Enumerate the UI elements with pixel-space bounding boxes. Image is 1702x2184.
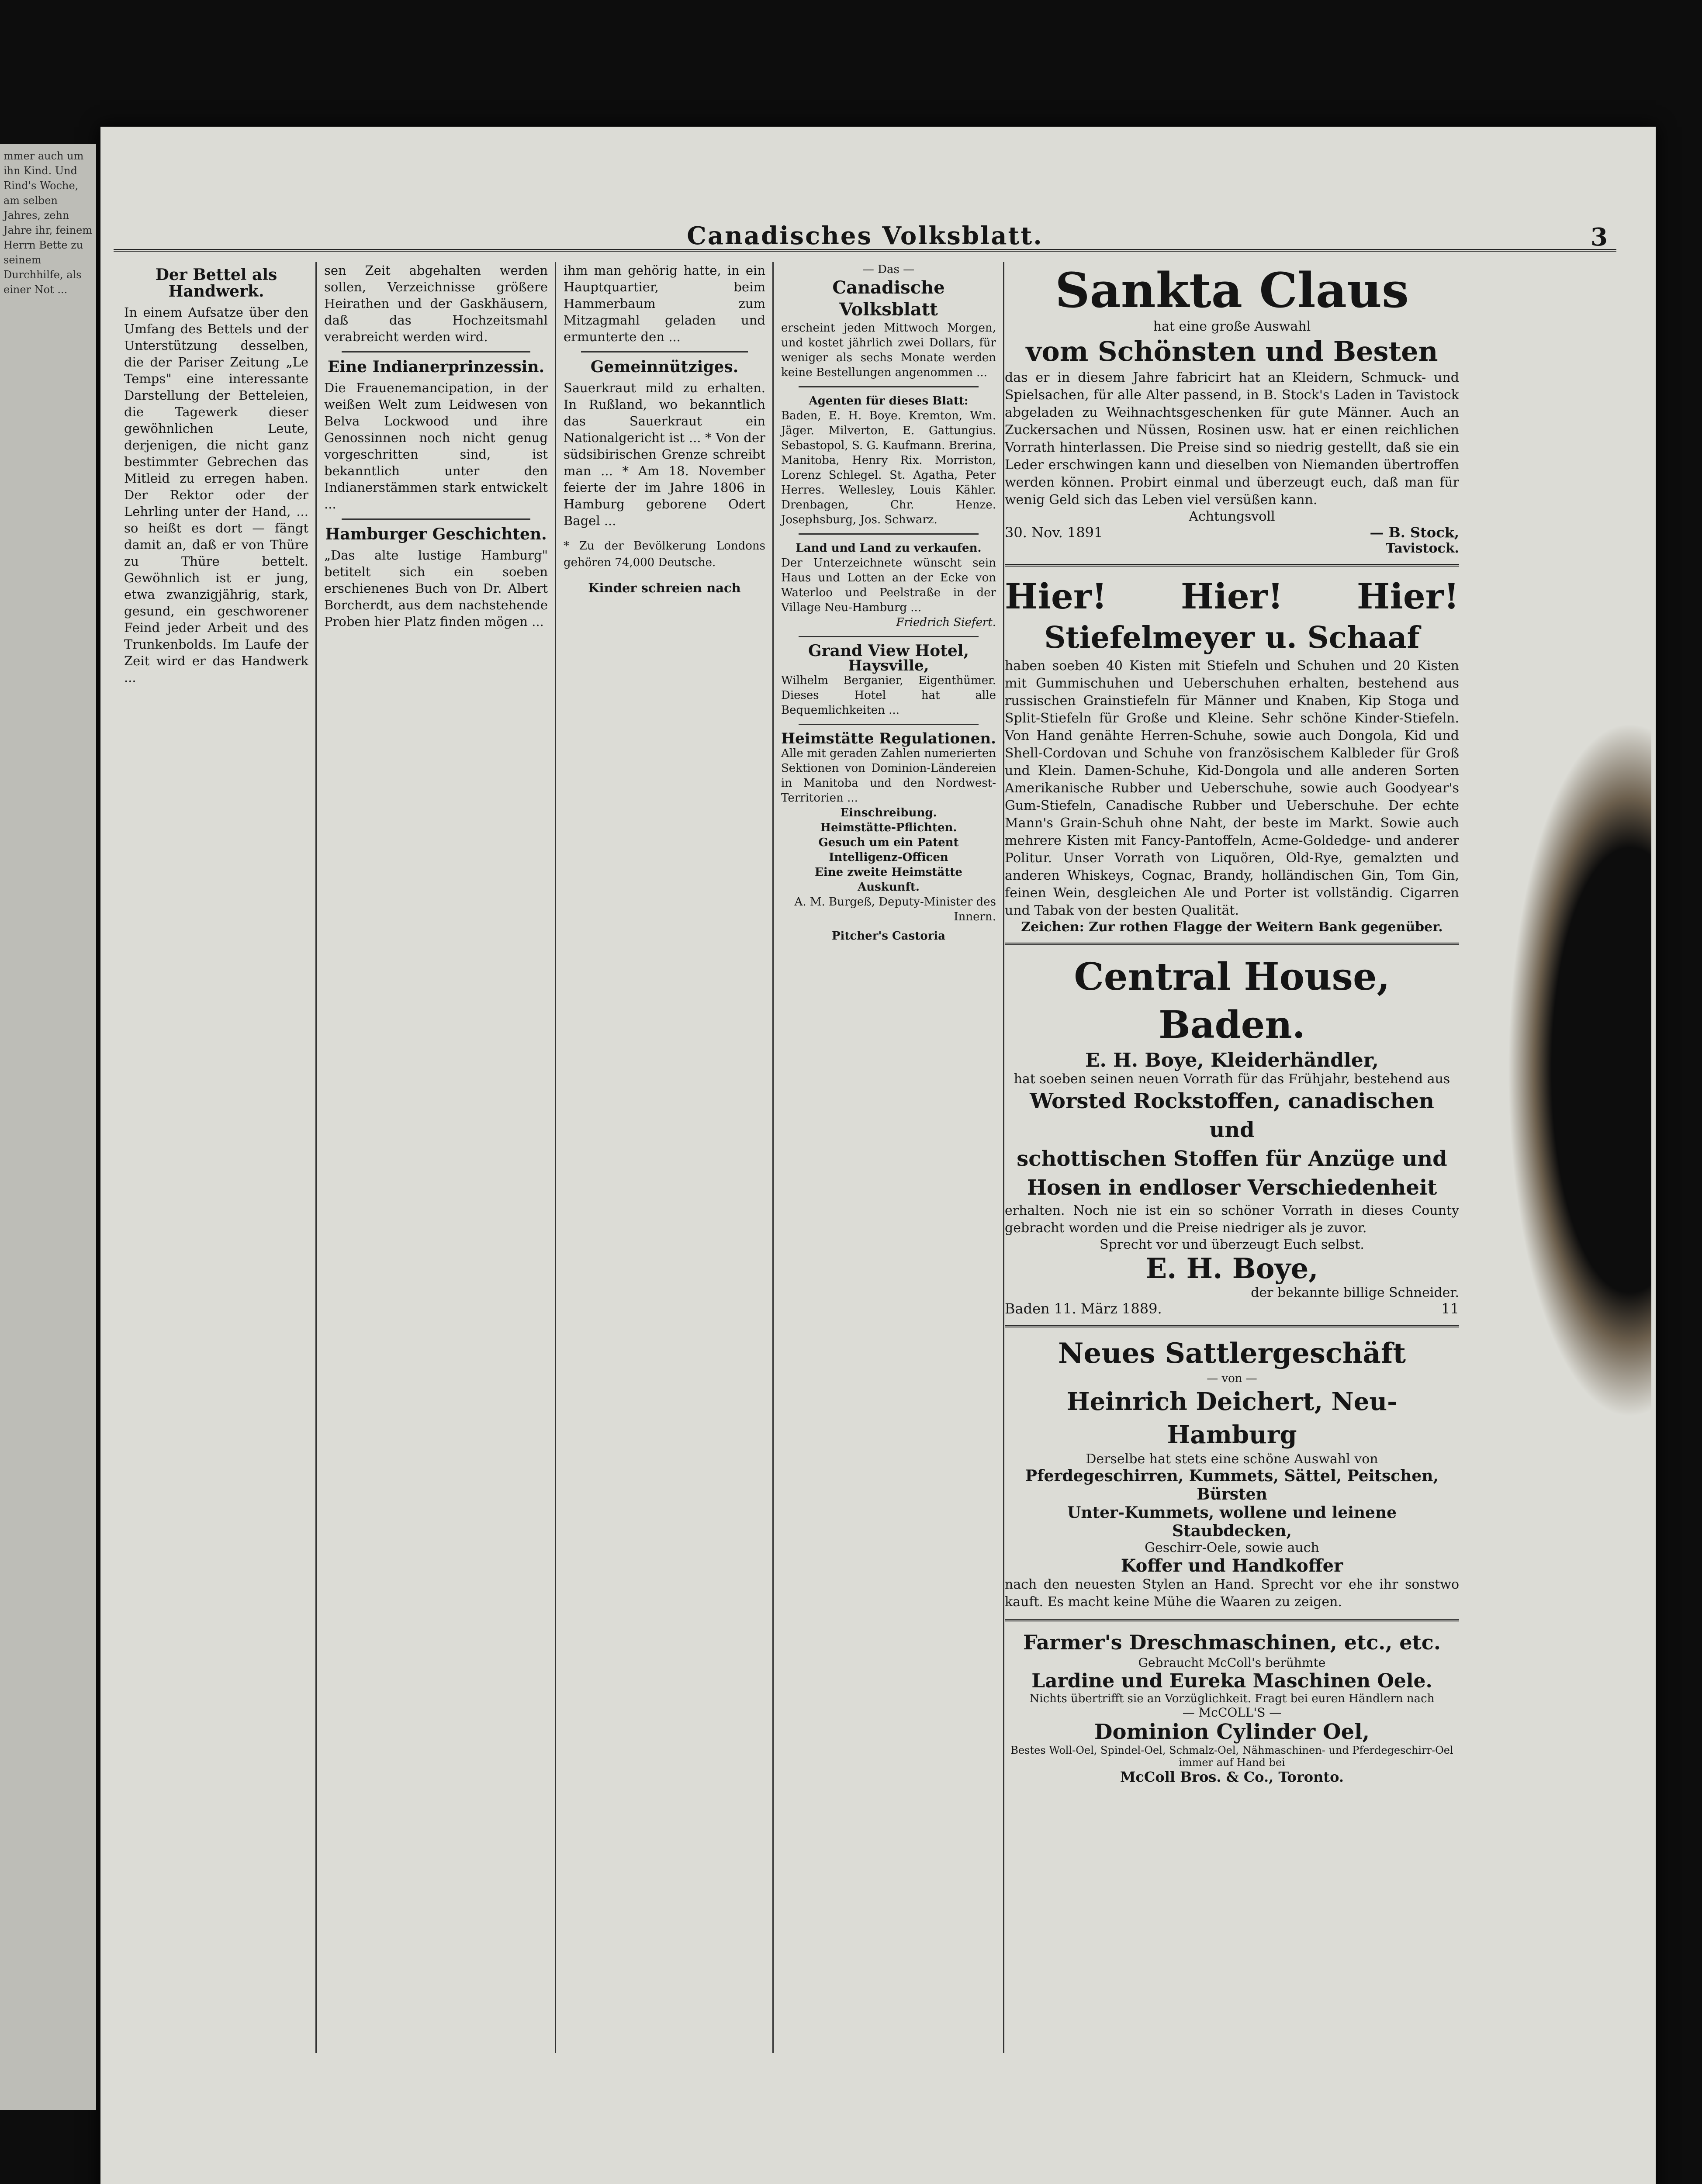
ad-headline: vom Schönsten und Besten — [1026, 335, 1438, 367]
article-text: sen Zeit abgehalten werden sollen, Verzeichnisse größere Heirathen und der Gaskhäusern, daß das Hochzeitsmahl verabreicht werden wird. — [324, 263, 548, 344]
left-page-strip: mmer auch um ihn Kind. Und Rind's Woche, am selben Jahres, zehn Jahre ihr, feinem Herrn Bette zu seinem Durchhilfe, als einer Not ... — [0, 144, 96, 2110]
divider — [1005, 564, 1459, 567]
divider — [1005, 1619, 1459, 1621]
divider — [342, 351, 530, 352]
ad-sign: Zeichen: Zur rothen Flagge der Weitern Bank gegenüber. — [1021, 919, 1443, 935]
column-rule — [772, 262, 774, 2053]
hotel-text: Wilhelm Berganier, Eigenthümer. Dieses Hotel hat alle Bequemlichkeiten ... — [781, 674, 996, 717]
ad-name: Heinrich Deichert, Neu-Hamburg — [1066, 1387, 1398, 1449]
ad-title: Central House, Baden. — [1074, 955, 1390, 1047]
article-title: Der Bettel als Handwerk. — [155, 266, 277, 301]
ad-text: nach den neuesten Stylen an Hand. Sprecht vor ehe ihr sonstwo kauft. Es macht keine Mühe die Waaren zu zeigen. — [1005, 1577, 1459, 1610]
newspaper-name: Canadisches Volksblatt. — [687, 221, 1043, 250]
ad-line: McColl Bros. & Co., Toronto. — [1120, 1769, 1344, 1785]
page-number: 3 — [1591, 223, 1608, 252]
das-label: — Das — — [862, 263, 915, 276]
ad-tag: der bekannte billige Schneider. — [1251, 1285, 1459, 1300]
ad-signer: — B. Stock, — [1370, 524, 1459, 541]
column-4 — [775, 262, 1002, 2053]
divider — [799, 724, 979, 725]
article-text: Die Frauenemancipation, in der weißen Welt zum Leidwesen von Belva Lockwood und ihre Genossinnen noch nicht genug vorgeschritten sind, ist bekanntlich unter den Indianerstämmen stark entwickelt ... — [324, 380, 548, 511]
land-signature: Friedrich Siefert. — [896, 616, 996, 629]
divider — [799, 386, 979, 387]
article-text: „Das alte lustige Hamburg" betitelt sich ein soeben erschienenes Buch von Dr. Albert Borcherdt, aus dem nachstehende Proben hier Platz finden mögen ... — [324, 548, 548, 629]
agents-title: Agenten für dieses Blatt: — [809, 394, 969, 408]
subhead: Heimstätte-Pflichten. — [820, 821, 957, 834]
hotel-title: Grand View Hotel, — [808, 642, 969, 660]
hotel-place: Haysville, — [848, 657, 929, 674]
divider — [1005, 1325, 1459, 1327]
divider — [1005, 943, 1459, 945]
ad-line: Nichts übertrifft sie an Vorzüglichkeit. Fragt bei euren Händlern nach — [1029, 1692, 1435, 1705]
ad-line: Hosen in endloser Verschiedenheit — [1027, 1175, 1437, 1200]
ad-visit: Sprecht vor und überzeugt Euch selbst. — [1100, 1237, 1364, 1252]
ad-title: Farmer's Dreschmaschinen, etc., etc. — [1023, 1631, 1441, 1654]
land-text: Der Unterzeichnete wünscht sein Haus und Lotten an der Ecke von Waterloo und Peelstraße in der Village Neu-Hamburg ... — [781, 556, 996, 614]
column-rule — [315, 262, 317, 2053]
ad-date: Baden 11. März 1889. — [1005, 1300, 1162, 1317]
ad-stiefelmeyer — [1005, 574, 1459, 935]
ad-line: Unter-Kummets, wollene und leinene Staubdecken, — [1067, 1503, 1397, 1540]
ad-name: E. H. Boye, — [1145, 1252, 1318, 1285]
ad-line: schottischen Stoffen für Anzüge und — [1017, 1147, 1447, 1171]
article-title: Eine Indianerprinzessin. — [327, 358, 545, 376]
paper-intro: erscheint jeden Mittwoch Morgen, und kostet jährlich zwei Dollars, für weniger als sechs Monate werden keine Bestellungen angenommen ... — [781, 321, 996, 379]
heimstaette-text: Alle mit geraden Zahlen numerierten Sektionen von Dominion-Ländereien in Manitoba und den Nordwest-Territorien ... — [781, 747, 996, 805]
ad-central-house — [1005, 953, 1459, 1317]
divider — [342, 518, 530, 520]
divider — [799, 533, 979, 535]
subhead: Auskunft. — [858, 881, 920, 894]
ad-text: das er in diesem Jahre fabricirt hat an Kleidern, Schmuck- und Spielsachen, für alle Alter passend, in B. Stock's Laden in Tavistock abgeladen zu Weihnachtsgeschenken für gute Männer. Auch an Zuckersachen und Nüssen, Rosinen usw. hat er einen reichlichen Vorrath hinterlassen. Die Preise sind so niedrig gestellt, daß sie ein Leder erschwingen kann und dieselben von Niemanden übertroffen werden können. Probirt einmal und überzeugt euch, daß man für wenig Geld sich das Leben viel versüßen kann. — [1005, 370, 1459, 508]
column-2 — [318, 262, 554, 2053]
ad-place: Tavistock. — [1386, 541, 1459, 556]
ad-von: — von — — [1207, 1372, 1257, 1385]
article-text: ihm man gehörig hatte, in ein Hauptquartier, beim Hammerbaum zum Mitzagmahl geladen und ermunterte den ... — [564, 263, 765, 344]
subhead: Eine zweite Heimstätte — [815, 866, 962, 879]
land-title: Land und Land zu verkaufen. — [796, 542, 982, 555]
ad-line: Bestes Woll-Oel, Spindel-Oel, Schmalz-Oel, Nähmaschinen- und Pferdegeschirr-Oel immer auf Hand bei — [1010, 1744, 1453, 1769]
ad-sankta-claus — [1005, 262, 1459, 556]
ad-line: Gebraucht McColl's berühmte — [1138, 1655, 1326, 1670]
masthead — [114, 223, 1616, 252]
subhead: Gesuch um ein Patent — [818, 836, 959, 849]
ad-subtitle: hat eine große Auswahl — [1153, 319, 1311, 334]
heimstaette-title: Heimstätte Regulationen. — [781, 730, 996, 747]
ad-line: Geschirr-Oele, sowie auch — [1145, 1540, 1319, 1555]
subhead: Intelligenz-Officen — [829, 851, 948, 864]
footnote: * Zu der Bevölkerung Londons gehören 74,000 Deutsche. — [564, 539, 765, 569]
agents-list: Baden, E. H. Boye. Kremton, Wm. Jäger. Milverton, E. Gattungius. Sebastopol, S. G. Kaufmann. Brerina, Manitoba, Henry Rix. Morriston, Lorenz Schlegel. St. Agatha, Peter Herres. Wellesley, Louis Kähler. Drenbagen, Chr. Henze. Josephsburg, Jos. Schwarz. — [781, 409, 996, 526]
ad-sattlergeschaeft — [1005, 1335, 1459, 1611]
column-1 — [118, 262, 315, 2053]
article-text: In einem Aufsatze über den Umfang des Bettels und der Unterstützung desselben, die der Pariser Zeitung „Le Temps" eine interessante Darstellung der Betteleien, die Tagewerk dieser gewöhnlichen Leute, derjenigen, die nicht ganz bestimmter Gebrechen das Mitleid zu erregen haben. Der Rektor oder der Lehrling unter der Hand, ... so heißt es dort — fängt damit an, daß er von Thüre zu Thüre bettelt. Gewöhnlich ist er jung, etwa zwanzigjährig, stark, gesund, ein geschworener Feind jeder Arbeit und des Trunkenbolds. Im Laufe der Zeit wird er das Handwerk ... — [124, 305, 308, 685]
ad-number: 11 — [1441, 1300, 1459, 1317]
ad-title: Neues Sattlergeschäft — [1058, 1337, 1406, 1370]
ad-date: 30. Nov. 1891 — [1005, 524, 1103, 541]
ad-title: Sankta Claus — [1055, 262, 1409, 318]
advertisements-column — [1005, 262, 1459, 2053]
column-rule — [1003, 262, 1004, 2053]
article-text: Sauerkraut mild zu erhalten. In Rußland, wo bekanntlich das Sauerkraut ein Nationalgericht ist ... * Von der südsibirischen Grenze schreibt man ... * Am 18. November feierte der im Jahre 1806 in Hamburg geborene Odert Bagel ... — [564, 380, 765, 528]
castoria-line: Kinder schreien nach — [588, 581, 741, 595]
subhead: Einschreibung. — [840, 806, 937, 819]
heimstaette-signature: A. M. Burgeß, Deputy-Minister des Innern. — [794, 895, 996, 923]
divider — [799, 636, 979, 637]
paper-name: Canadische Volksblatt — [832, 277, 945, 320]
ad-line: — McCOLL'S — — [1182, 1705, 1282, 1720]
ad-line: Dominion Cylinder Oel, — [1094, 1720, 1370, 1744]
ad-intro: hat soeben seinen neuen Vorrath für das Frühjahr, bestehend aus — [1014, 1071, 1450, 1087]
ad-text: haben soeben 40 Kisten mit Stiefeln und Schuhen und 20 Kisten mit Gummischuhen und Ueberschuhen erhalten, bestehend aus russischen Grainstiefeln für Männer und Knaben, Kip Stoga und Split-Stiefeln für Große und Kleine. Sehr schöne Kinder-Stiefeln. Von Hand genähte Herren-Schuhe, sowie auch Dongola, Kid und Shell-Cordovan und Schuhe von französischem Kalbleder für Groß und Klein. Damen-Schuhe, Kid-Dongola und alle anderen Sorten Amerikanische Rubber und Ueberschuhe, sowie auch Goodyear's Gum-Stiefeln, Canadische Rubber und Ueberschuhe. Der echte Mann's Grain-Schuh ohne Naht, der beste im Markt. Sowie auch mehrere Kisten mit Fancy-Pantoffeln, Acme-Goldedge- und anderer Politur. Unser Vorrath von Liquören, Old-Rye, gemalzten und anderen Whiskeys, Cognac, Brandy, holländischen Gin, Tom Gin, feinen Wein, desgleichen Ale und Porter ist vollständig. Cigarren und Tabak von der besten Qualität. — [1005, 658, 1459, 918]
column-3 — [557, 262, 771, 2053]
ad-owner: E. H. Boye, Kleiderhändler, — [1085, 1049, 1379, 1071]
divider — [581, 351, 748, 352]
castoria-line: Pitcher's Castoria — [831, 930, 945, 943]
article-title: Gemeinnütziges. — [590, 358, 739, 376]
hier-label: Hier! — [1005, 576, 1107, 617]
ad-closing: Achtungsvoll — [1189, 509, 1275, 524]
ad-text: erhalten. Noch nie ist ein so schöner Vorrath in dieses County gebracht worden und die Preise niedriger als je zuvor. — [1005, 1203, 1459, 1236]
ad-line: Pferdegeschirren, Kummets, Sättel, Peitschen, Bürsten — [1025, 1467, 1439, 1503]
hier-label: Hier! — [1356, 576, 1459, 617]
ad-farmers — [1005, 1629, 1459, 1785]
ad-line: Derselbe hat stets eine schöne Auswahl von — [1086, 1451, 1378, 1467]
ad-line: Koffer und Handkoffer — [1121, 1555, 1343, 1576]
page-damage — [1507, 721, 1651, 1420]
ad-line: Lardine und Eureka Maschinen Oele. — [1031, 1670, 1432, 1692]
column-rule — [555, 262, 556, 2053]
hier-label: Hier! — [1180, 576, 1283, 617]
ad-title: Stiefelmeyer u. Schaaf — [1044, 620, 1420, 655]
article-title: Hamburger Geschichten. — [325, 525, 547, 543]
ad-line: Worsted Rockstoffen, canadischen und — [1030, 1089, 1434, 1142]
